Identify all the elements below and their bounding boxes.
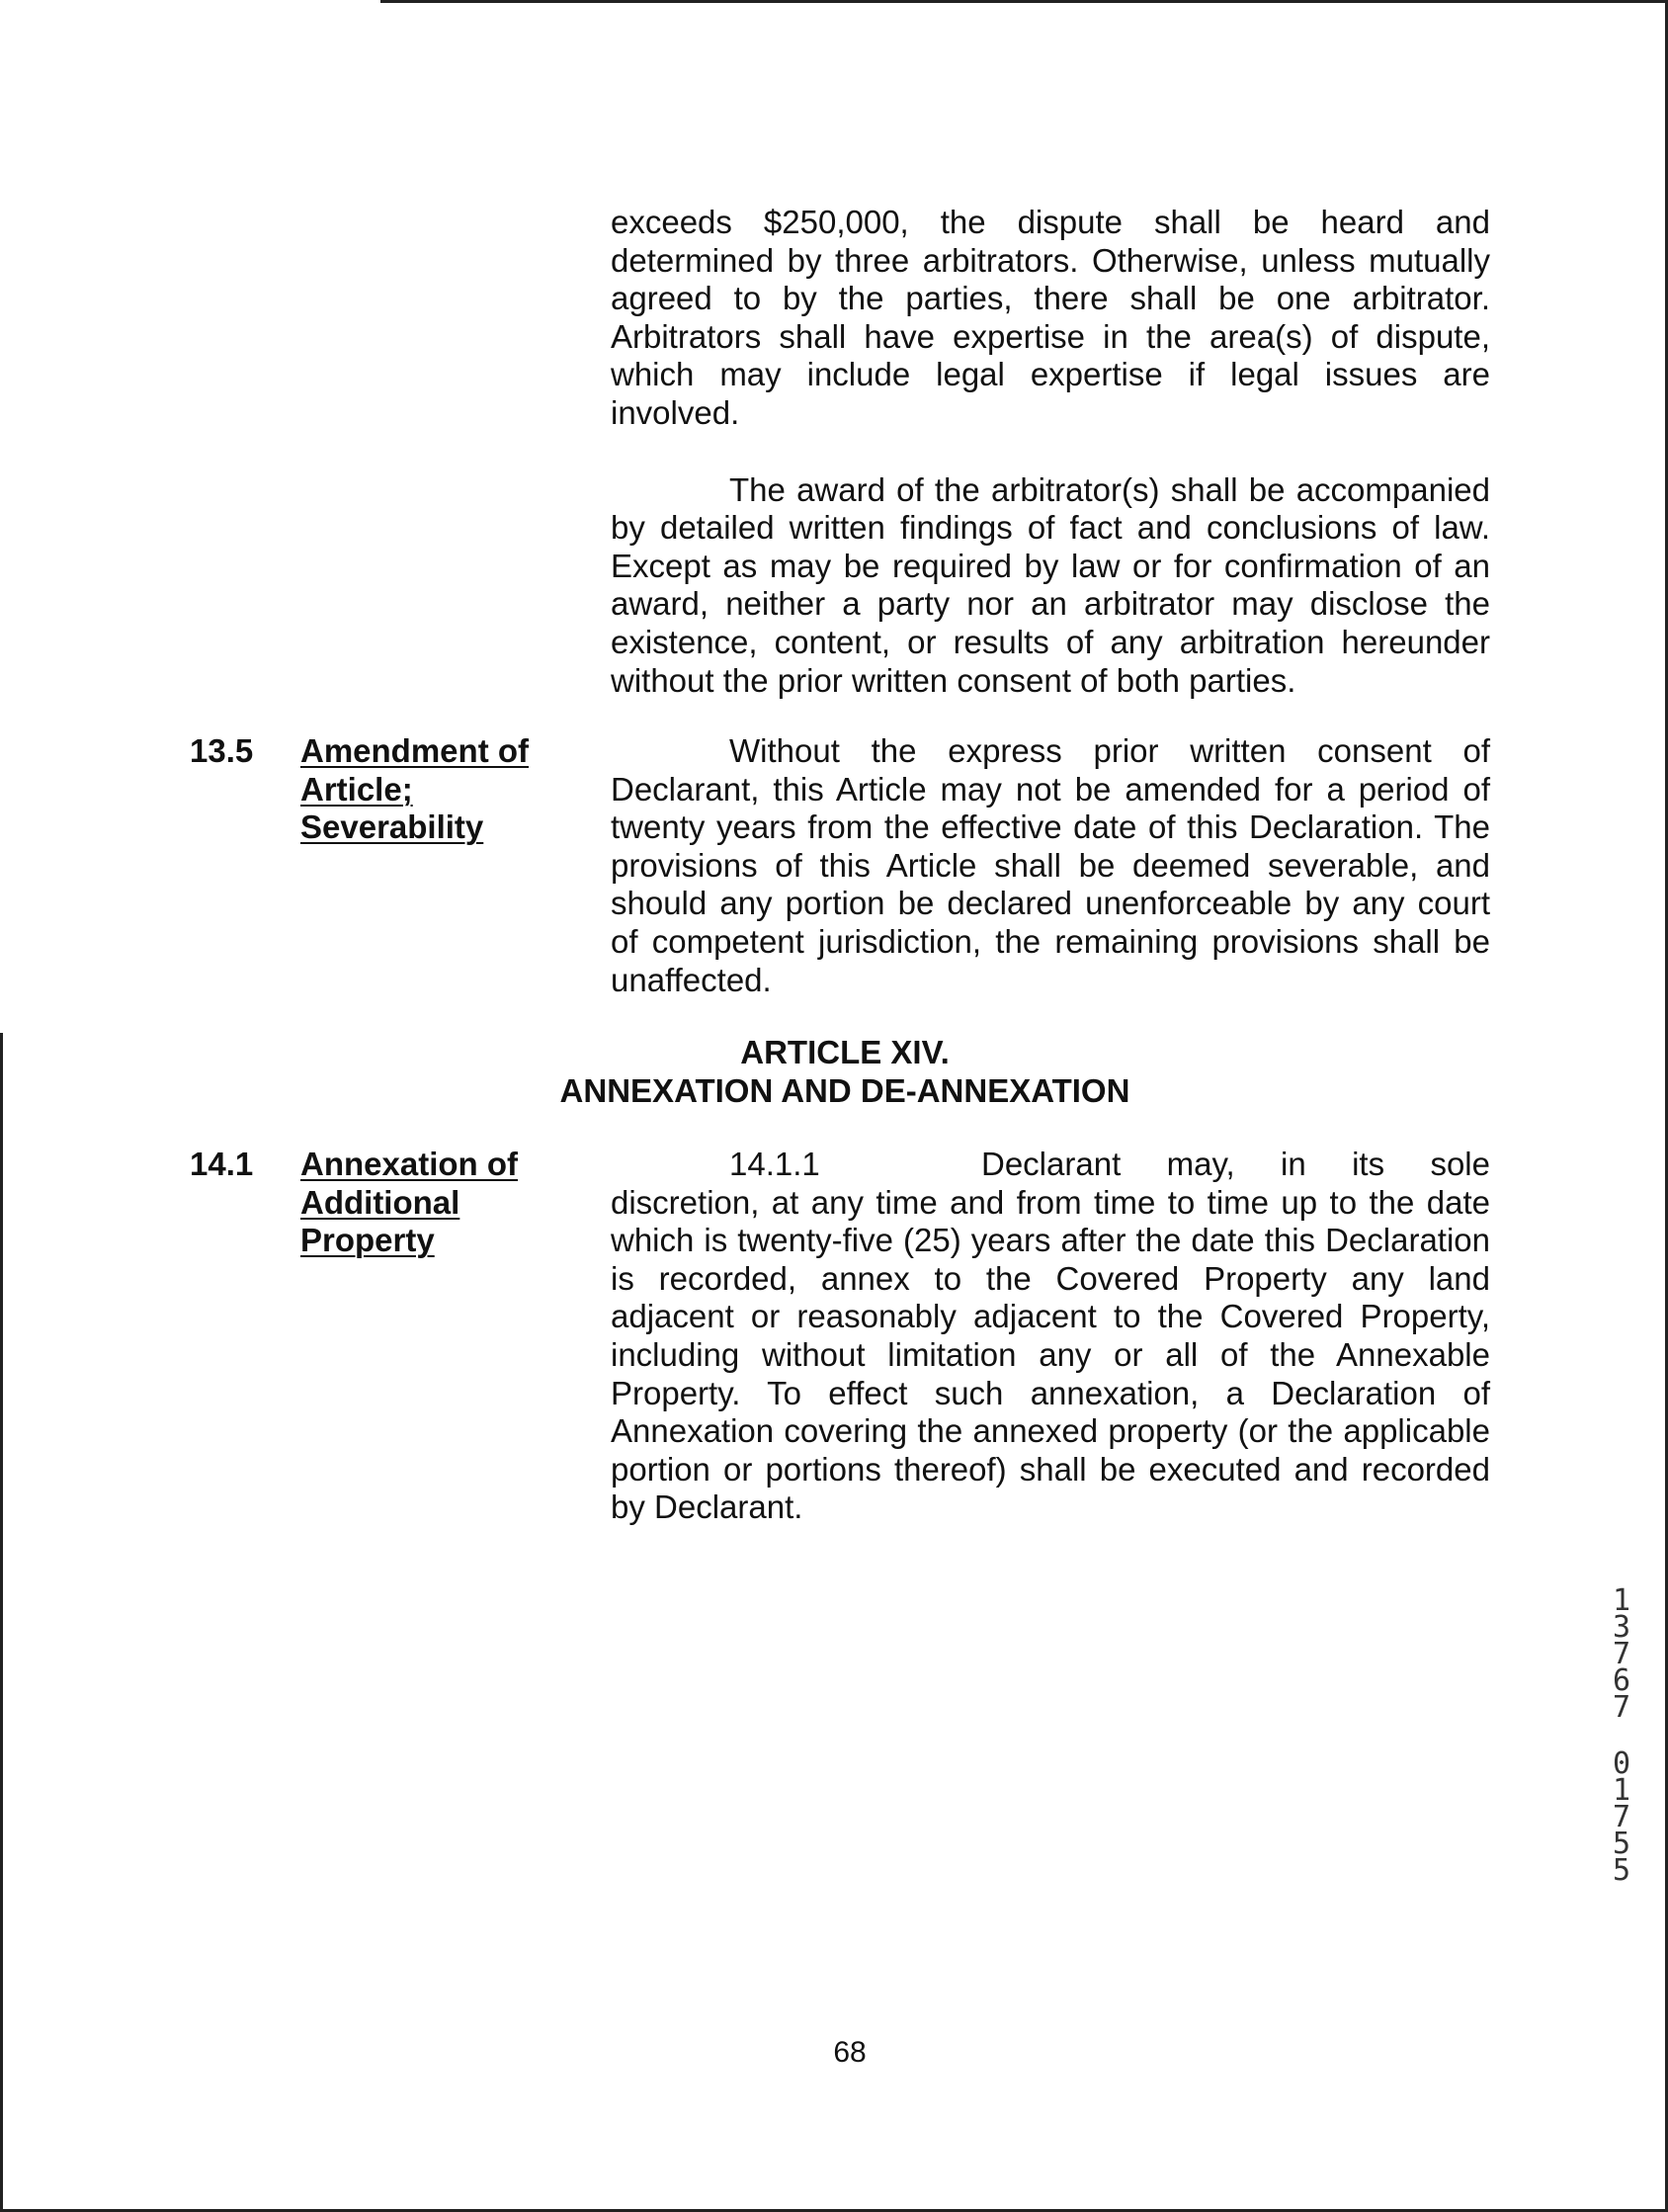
recording-digit: 1 — [1612, 1583, 1631, 1618]
continued-paragraph-2: The award of the arbitrator(s) shall be accompanied by detailed written findings of fact and conclusions of law. Except as may be required by law or for confirmation of an award, neither a party nor an arbitrator may disclose the existence, content, or results of any arbitration hereunder without the prior written consent of both parties. — [611, 470, 1490, 699]
recording-digit: 7 — [1612, 1690, 1631, 1725]
article-number: ARTICLE XIV. — [740, 1034, 950, 1070]
recording-digit: 3 — [1612, 1610, 1631, 1645]
recording-digit: 5 — [1612, 1827, 1631, 1861]
recording-digit: 7 — [1612, 1637, 1631, 1671]
section-13-5-title-line-2: Article; — [300, 770, 413, 808]
section-14-1-title-line-2: Additional — [300, 1183, 460, 1221]
section-13-5-title-line-3: Severability — [300, 808, 484, 846]
subsection-14-1-1-text: Declarant may, in its sole discretion, at any time and from time to time up to the date which is twenty-five (25) years after the date this Declaration is recorded, annex to the Covered Property any land adjacent or reasonably adjacent to the Covered Property, including without limitation any or all of the Annexable Property. To effect such annexation, a Declaration of Annexation covering the annexed property (or the applicable portion or portions thereof) shall be executed and recorded by Declarant. — [611, 1146, 1490, 1526]
subsection-14-1-1-number: 14.1.1 — [729, 1146, 820, 1182]
section-13-5-title-line-1: Amendment of — [300, 732, 529, 769]
section-14-1-title-line-1: Annexation of — [300, 1146, 518, 1182]
article-title: ANNEXATION AND DE-ANNEXATION — [559, 1071, 1130, 1109]
section-13-5-title — [300, 732, 557, 847]
section-14-1-paragraph — [611, 1146, 1490, 1527]
continued-text-block — [611, 204, 1490, 700]
section-14-1-number: 14.1 — [190, 1146, 254, 1182]
section-13-5-paragraph: Without the express prior written consent of Declarant, this Article may not be amended for a period of twenty years from the effective date of this Declaration. The provisions of this Article shall be deemed severable, and should any portion be declared unenforceable by any court of competent jurisdiction, the remaining provisions shall be unaffected. — [611, 732, 1490, 998]
recording-digit: 5 — [1612, 1853, 1631, 1888]
scan-border-top — [380, 0, 1668, 3]
section-14-1-title — [300, 1146, 557, 1260]
section-14-1-body — [611, 1146, 1490, 1527]
recording-digit: 6 — [1612, 1663, 1631, 1698]
section-14-1-title-line-3: Property — [300, 1222, 435, 1259]
recording-stamp — [1609, 1583, 1634, 1888]
recording-digit: 1 — [1612, 1773, 1631, 1808]
section-13-5-body — [611, 732, 1490, 999]
recording-digit: 0 — [1612, 1746, 1631, 1781]
article-heading — [296, 1034, 1393, 1110]
continued-paragraph-1: exceeds $250,000, the dispute shall be heard and determined by three arbitrators. Otherwise, unless mutually agreed to by the parties, there shall be one arbitrator. Arbitrators shall have expertise in the area(s) of dispute, which may include legal expertise if legal issues are involved. — [611, 204, 1490, 431]
recording-digit: 7 — [1612, 1800, 1631, 1834]
page-number: 68 — [833, 2036, 867, 2069]
section-13-5-number: 13.5 — [190, 732, 254, 769]
